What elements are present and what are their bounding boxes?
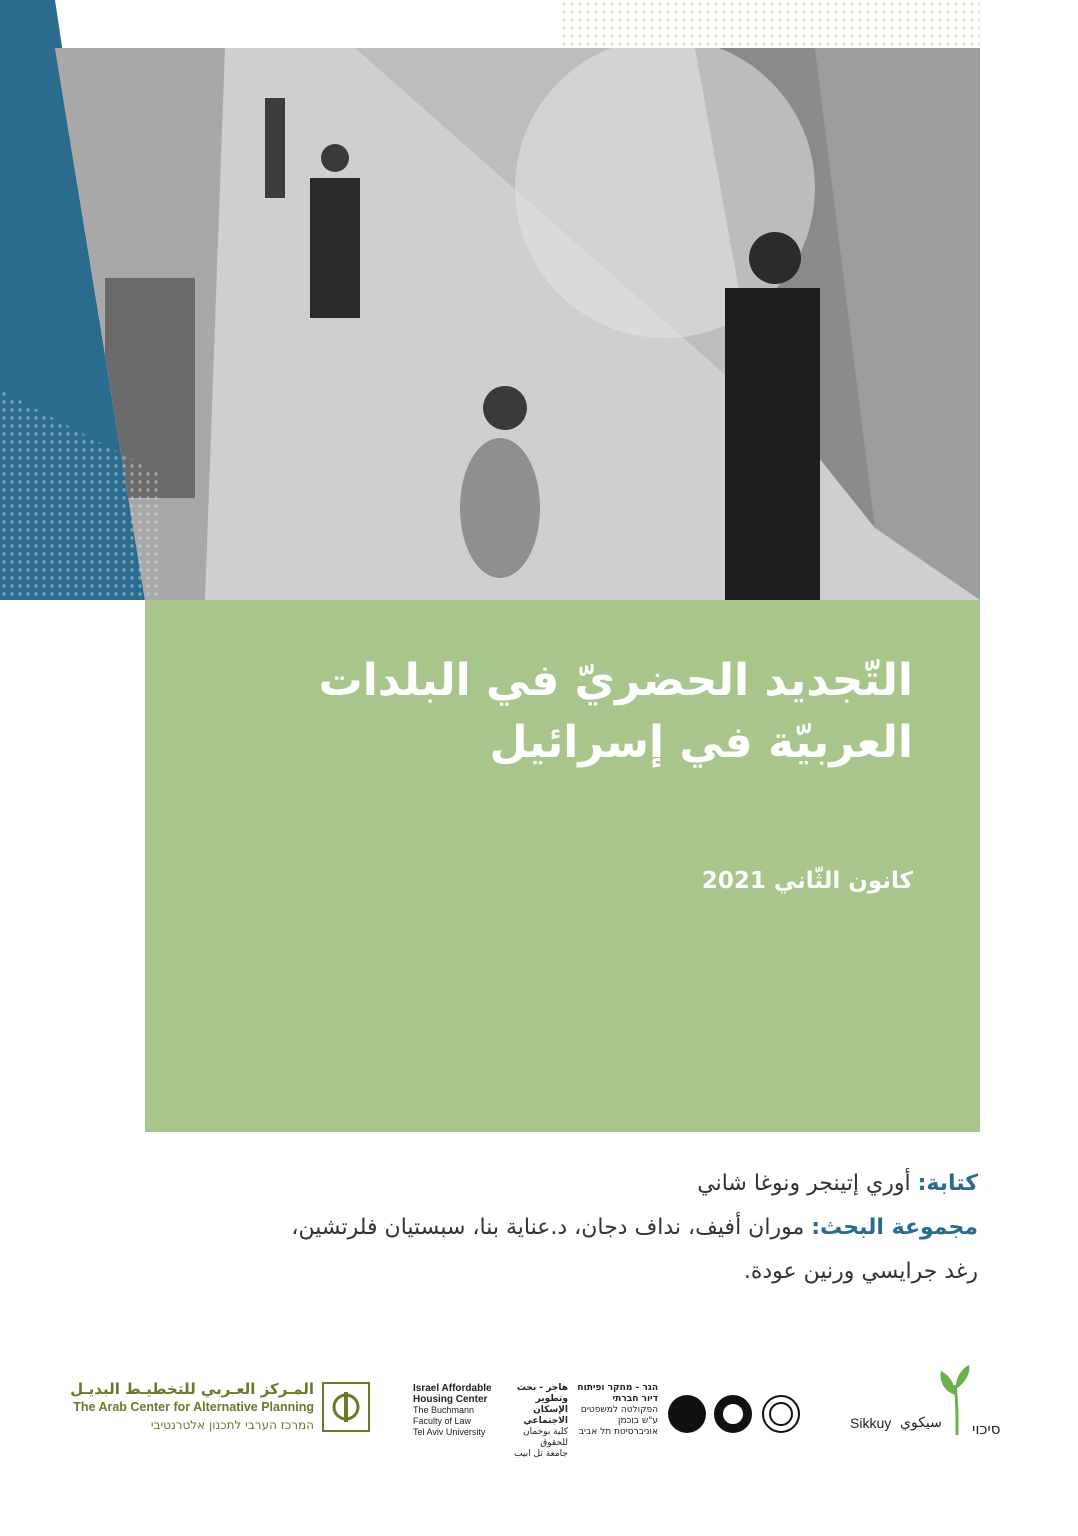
israel-affordable-housing-center-logo [413,1383,492,1438]
hagar-line-1: הגר - מחקר ופיתוח [577,1383,658,1393]
double-ring-logo-icon [762,1395,800,1433]
hajar-line-5: جامعة تل ابيب [514,1449,568,1459]
publication-date: كانون الثّاني 2021 [701,868,913,894]
author-label: كتابة: [917,1171,978,1196]
hagar-line-5: אוניברסיטת תל אביב [578,1427,658,1437]
author-line [78,1162,978,1206]
arab-center-hebrew-name: המרכז הערבי לתכנון אלטרנטיבי [150,1418,314,1432]
title-line-2: العربيّة في إسرائيل [489,717,913,768]
hajar-line-3: كلية بوخمان [523,1427,568,1437]
research-label: مجموعة البحث: [811,1215,978,1240]
arab-center-emblem-icon [322,1382,370,1432]
tau-line-4: Faculty of Law [413,1416,472,1426]
research-line-continued: رغد جرايسي ورنين عودة. [743,1259,978,1284]
arab-center-english-name: The Arab Center for Alternative Planning [73,1400,314,1414]
sikkuy-hebrew-name: סיכוי [972,1420,1001,1438]
ring-logo-icon [714,1395,752,1433]
title-line-1: التّجديد الحضريّ في البلدات [318,655,913,706]
hajar-line-4: للحقوق [540,1438,568,1448]
research-names: موران أفيف، نداف دجان، د.عناية بنا، سبستيان فلرتشين، [291,1215,812,1240]
tau-line-1: Israel Affordable [413,1383,492,1394]
hagar-line-3: הפקולטה למשפטים [580,1405,658,1415]
sikkuy-arabic-name: سيكوي [900,1415,942,1431]
hajar-line-1: هاجر - بحث وتطوير [516,1383,568,1404]
hagar-line-2: דיור חברתי [612,1394,658,1404]
credits [78,1162,978,1294]
author-names: أوري إتينجر ونوغا شاني [697,1171,918,1196]
hagar-line-4: ע"ש בוכמן [618,1416,658,1426]
sikkuy-english-name: Sikkuy [850,1415,892,1431]
dot-pattern-top [560,0,980,48]
tau-line-2: Housing Center [413,1394,488,1405]
tau-line-5: Tel Aviv University [413,1427,486,1437]
tau-emblem-icon [668,1395,706,1433]
arab-center-logo [60,1380,370,1440]
cover-photo [55,48,980,600]
partner-logos [0,1345,1078,1459]
research-line [78,1206,978,1250]
hajar-arabic-logo-text [488,1383,568,1460]
tau-line-3: The Buchmann [413,1405,475,1415]
hagar-hebrew-logo-text [570,1383,658,1438]
document-title [213,650,913,774]
arab-center-arabic-name: المـركز العـربي للتخطيـط البديـل [70,1380,314,1398]
hajar-line-2: الإسكان الاجتماعي [523,1405,568,1426]
